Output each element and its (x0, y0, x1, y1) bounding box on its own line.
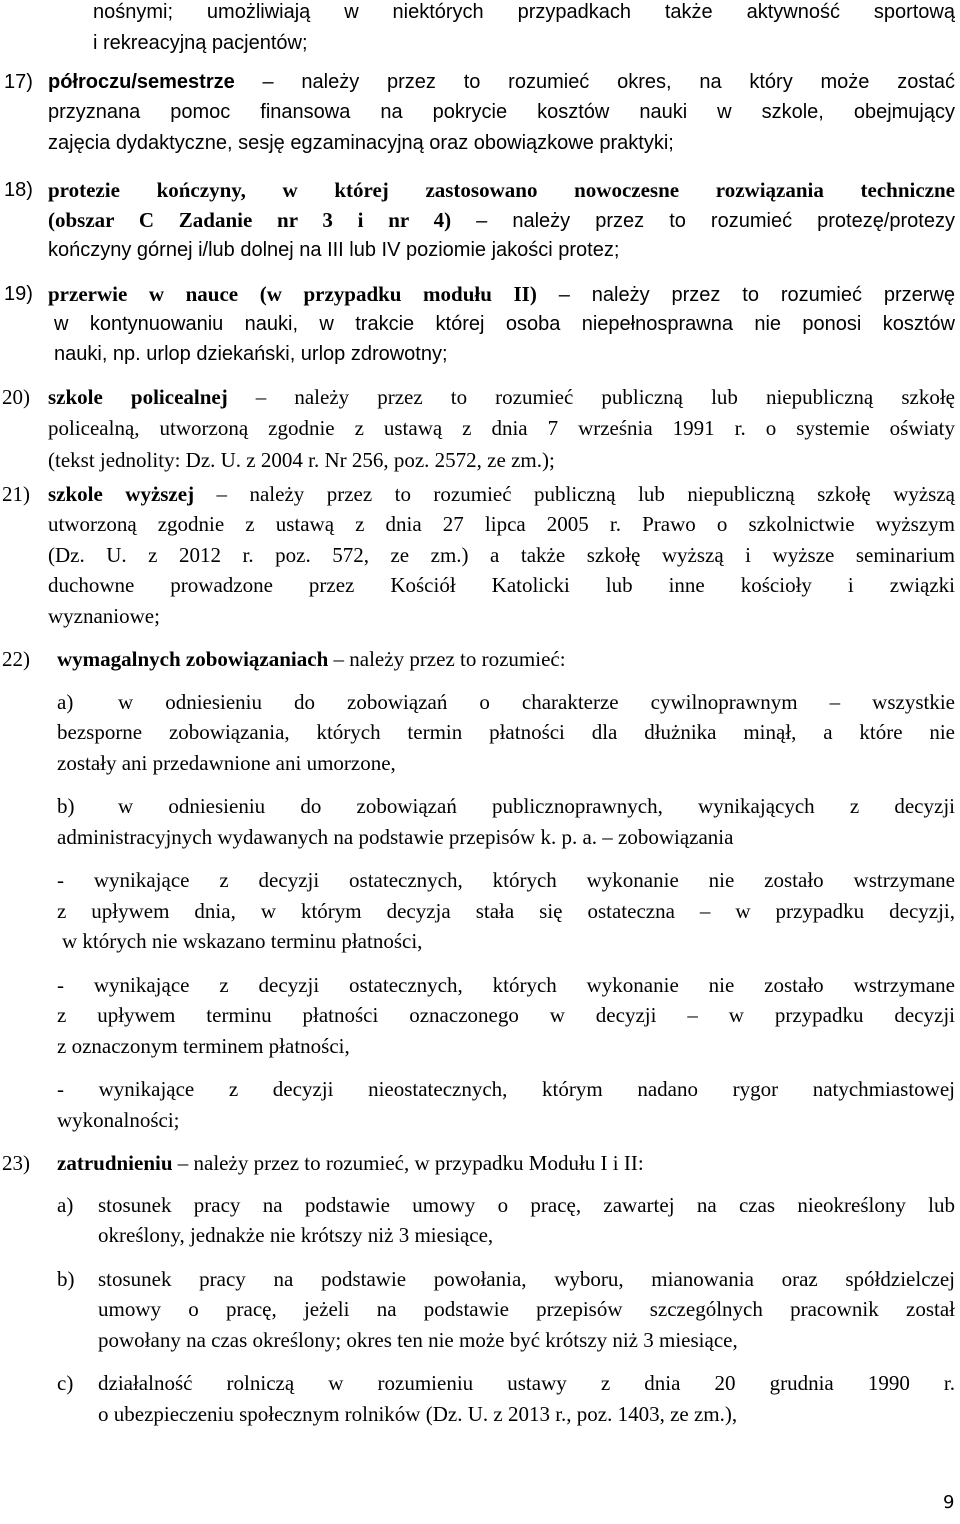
text-line (48, 484, 955, 505)
text-line: stosunek pracy na podstawie umowy o pracę, zawartej na czas nieokreślony lub (98, 1193, 955, 1217)
text-line: duchowne prowadzone przez Kościół Katolicki lub inne kościoły i związki (48, 573, 955, 597)
text-line: zajęcia dydaktyczne, sesję egzaminacyjną oraz obowiązkowe praktyki; (48, 132, 674, 154)
text-line: nauki, np. urlop dziekański, urlop zdrowotny; (54, 343, 448, 365)
sub-item-label: a) (57, 1193, 74, 1217)
text-line: przyznana pomoc finansowa na pokrycie kosztów nauki w szkole, obejmujący (48, 101, 955, 123)
text-line: administracyjnych wydawanych na podstawie przepisów k. p. a. – zobowiązania (57, 825, 734, 849)
text-line (57, 1153, 644, 1174)
defined-term: półroczu/semestrze (48, 71, 235, 93)
definition-text: – należy przez to rozumieć publiczną lub niepubliczną szkołę wyższą (194, 482, 955, 506)
definition-text: – należy przez to rozumieć publiczną lub niepubliczną szkołę (227, 385, 955, 409)
text-line: - wynikające z decyzji ostatecznych, których wykonanie nie zostało wstrzymane (57, 868, 955, 892)
sub-item-label: a) (57, 690, 74, 714)
defined-term: szkole policealnej (48, 385, 228, 409)
defined-term: szkole wyższej (48, 482, 195, 506)
text-line: określony, jednakże nie krótszy niż 3 miesiące, (98, 1223, 494, 1247)
defined-term: protezie kończyny, w której zastosowano nowoczesne rozwiązania techniczne (48, 178, 955, 202)
text-line: z upływem terminu płatności oznaczonego w decyzji – w przypadku decyzji (57, 1003, 955, 1027)
item-number: 22) (2, 647, 30, 671)
defined-term: wymagalnych zobowiązaniach (57, 647, 329, 671)
text-line (48, 72, 955, 92)
text-line: - wynikające z decyzji ostatecznych, których wykonanie nie zostało wstrzymane (57, 973, 955, 997)
text-line: wykonalności; (57, 1108, 180, 1132)
definition-text: – należy przez to rozumieć protezę/protezy (451, 210, 955, 232)
item-number: 23) (2, 1151, 30, 1175)
definition-text: – należy przez to rozumieć, w przypadku Modułu I i II: (172, 1151, 644, 1175)
text-line: z oznaczonym terminem płatności, (57, 1034, 350, 1058)
defined-term: (obszar C Zadanie nr 3 i nr 4) (48, 208, 452, 232)
text-line: utworzoną zgodnie z ustawą z dnia 27 lipca 2005 r. Prawo o szkolnictwie wyższym (48, 512, 955, 536)
item-number: 21) (2, 482, 30, 506)
text-line: i rekreacyjną pacjentów; (93, 32, 308, 54)
sub-item-label: b) (57, 1267, 75, 1291)
text-line (57, 649, 566, 670)
text-line: powołany na czas określony; okres ten nie może być krótszy niż 3 miesiące, (98, 1328, 738, 1352)
text-line: - wynikające z decyzji nieostatecznych, którym nadano rygor natychmiastowej (57, 1077, 955, 1101)
text-line: wyznaniowe; (48, 604, 160, 628)
text-line (48, 387, 955, 408)
item-number: 20) (2, 385, 30, 409)
definition-text: – należy przez to rozumieć: (328, 647, 566, 671)
text-line: w odniesieniu do zobowiązań publicznoprawnych, wynikających z decyzji (118, 794, 955, 818)
item-number: 18) (4, 179, 33, 201)
sub-item-label: c) (57, 1371, 74, 1395)
text-line: z upływem dnia, w którym decyzja stała się ostateczna – w przypadku decyzji, (57, 899, 955, 923)
defined-term: przerwie w nauce (w przypadku modułu II) (48, 282, 537, 306)
text-line: działalność rolniczą w rozumieniu ustawy z dnia 20 grudnia 1990 r. (98, 1371, 955, 1395)
text-line: kończyny górnej i/lub dolnej na III lub IV poziomie jakości protez; (48, 239, 620, 261)
text-line: w odniesieniu do zobowiązań o charakterze cywilnoprawnym – wszystkie (118, 690, 955, 714)
item-number: 17) (4, 71, 33, 93)
definition-text: – należy przez to rozumieć okres, na który może zostać (234, 71, 955, 93)
text-line: zostały ani przedawnione ani umorzone, (57, 751, 396, 775)
text-line: bezsporne zobowiązania, których termin płatności dla dłużnika minął, a które nie (57, 720, 955, 744)
text-line: umowy o pracę, jeżeli na podstawie przepisów szczególnych pracownik został (98, 1297, 955, 1321)
text-line: (tekst jednolity: Dz. U. z 2004 r. Nr 256, poz. 2572, ze zm.); (48, 448, 555, 472)
text-line (48, 210, 955, 231)
defined-term: zatrudnieniu (57, 1151, 173, 1175)
page-number: 9 (943, 1492, 955, 1513)
item-number: 19) (4, 283, 33, 305)
definition-text: – należy przez to rozumieć przerwę (536, 284, 955, 306)
sub-item-label: b) (57, 794, 75, 818)
text-line: stosunek pracy na podstawie powołania, wyboru, mianowania oraz spółdzielczej (98, 1267, 955, 1291)
text-line: policealną, utworzoną zgodnie z ustawą z dnia 7 września 1991 r. o systemie oświaty (48, 416, 955, 440)
text-line (48, 284, 955, 305)
text-line: o ubezpieczeniu społecznym rolników (Dz. U. z 2013 r., poz. 1403, ze zm.), (98, 1402, 738, 1426)
text-line: w których nie wskazano terminu płatności, (62, 929, 423, 953)
text-line: w kontynuowaniu nauki, w trakcie której osoba niepełnosprawna nie ponosi kosztów (54, 313, 955, 335)
text-line: (Dz. U. z 2012 r. poz. 572, ze zm.) a także szkołę wyższą i wyższe seminarium (48, 543, 955, 567)
text-line: nośnymi; umożliwiają w niektórych przypadkach także aktywność sportową (93, 1, 955, 23)
